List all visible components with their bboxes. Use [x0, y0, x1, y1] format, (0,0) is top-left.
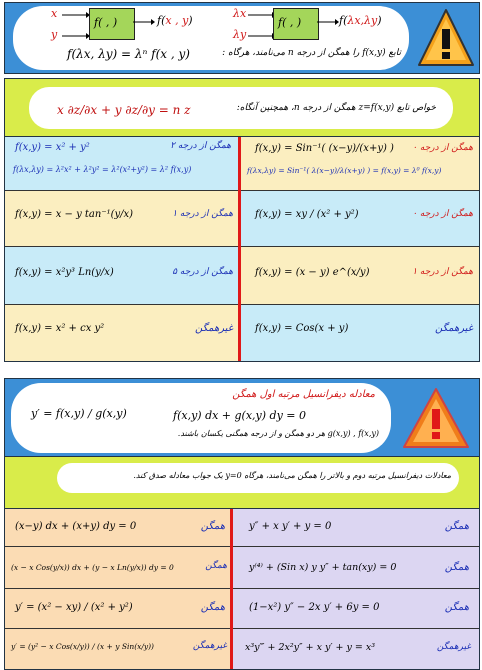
- diag2-input-lx: λx: [233, 7, 247, 20]
- warning-icon: [417, 7, 475, 69]
- t2r1-left-tag: همگن: [200, 521, 225, 532]
- t2r3-right-eq: (1−x²) y″ − 2x y′ + 6y = 0: [249, 602, 380, 613]
- diag-function-box: f( , ): [89, 8, 135, 40]
- t1r1-left-label: همگن از درجه ۲: [170, 141, 231, 151]
- section2-header: [4, 378, 480, 458]
- t1r2-right-label: همگن از درجه ۰: [412, 209, 473, 219]
- t1r3-right-label: همگن از درجه ۱: [412, 267, 473, 277]
- t1r4-right-label: غیرهمگن: [435, 323, 473, 334]
- t2r3-right-tag: همگن: [444, 602, 469, 613]
- t2r2-left-tag: همگن: [205, 561, 227, 571]
- t1r2-left-f1: f(x,y) = x − y tan⁻¹(y/x): [15, 209, 134, 220]
- diag-arrows: [60, 9, 90, 43]
- diag2-input-ly: λy: [233, 28, 247, 41]
- diag-out-arrow: [133, 17, 155, 27]
- euler-formula: x ∂z/∂x + y ∂z/∂y = n z: [57, 103, 191, 117]
- t1r1-right-f2: f(λx,λy) = Sin⁻¹( λ(x−y)/λ(x+y) ) = f(x,y) = λ⁰ f(x,y): [247, 166, 442, 175]
- higher-order-text: معادلات دیفرانسیل مرتبه دوم و بالاتر را همگن می‌نامند، هرگاه y=0 یک جواب معادله صدق کند.: [133, 471, 451, 480]
- definition-text: تابع f(x,y) را همگن از درجه n می‌نامند، هرگاه :: [222, 48, 401, 58]
- t1r3-left-f1: f(x,y) = x²y³ Ln(y/x): [15, 267, 114, 278]
- t2r1-right-eq: y″ + x y′ + y = 0: [249, 521, 332, 532]
- ode-formula-quotient: y′ = f(x,y) / g(x,y): [31, 407, 127, 420]
- t1r1-left-f1: f(x,y) = x² + y²: [15, 142, 90, 153]
- diag2-out-arrow: [317, 17, 339, 27]
- diag2-function-box: f( , ): [273, 8, 319, 40]
- t2r4-right-eq: x³y‴ + 2x²y″ + x y′ + y = x³: [245, 642, 376, 653]
- t1r4-right-f1: f(x,y) = Cos(x + y): [255, 323, 349, 334]
- t1r4-left-label: غیرهمگن: [195, 323, 233, 334]
- t2r4-left-eq: y′ = (y² − x Cos(x/y)) / (x + y Sin(x/y)): [11, 642, 154, 651]
- t1r1-right-label: همگن از درجه ۰: [412, 143, 473, 153]
- t1r1-right-f1: f(x,y) = Sin⁻¹( (x−y)/(x+y) ): [255, 143, 394, 154]
- warning-icon-2: [401, 385, 471, 451]
- section1-header: [4, 2, 480, 74]
- euler-label: خواص تابع z=f(x,y) همگن از درجه n، همچنین آنگاه:: [236, 103, 436, 113]
- t2r2-left-eq: (x − x Cos(y/x)) dx + (y − x Ln(y/x)) dy = 0: [11, 563, 174, 572]
- t1r3-right-f1: f(x,y) = (x − y) e^(x/y): [255, 267, 370, 278]
- diag-input-y: y: [51, 28, 58, 41]
- t2r4-left-tag: غیرهمگن: [192, 641, 227, 651]
- t2r2-right-eq: y⁽⁴⁾ + (Sin x) y y″ + tan(xy) = 0: [249, 562, 397, 573]
- ode-formula-differential: f(x,y) dx + g(x,y) dy = 0: [173, 409, 307, 422]
- definition-formula: f(λx, λy) = λⁿ f(x , y): [67, 47, 190, 61]
- table1-divider: [238, 137, 241, 361]
- t2r4-right-tag: غیرهمگن: [436, 642, 471, 652]
- t1r2-right-f1: f(x,y) = xy / (x² + y²): [255, 209, 359, 220]
- table2-divider: [230, 509, 233, 669]
- t2r2-right-tag: همگن: [444, 562, 469, 573]
- higher-order-band: [4, 456, 480, 510]
- t2r1-left-eq: (x−y) dx + (x+y) dy = 0: [15, 521, 137, 532]
- ode-title: معادله دیفرانسیل مرتبه اول همگن: [232, 389, 375, 400]
- t1r3-left-label: همگن از درجه ۵: [172, 267, 233, 277]
- t2r3-left-eq: y′ = (x² − xy) / (x² + y²): [15, 602, 133, 613]
- t2r1-right-tag: همگن: [444, 521, 469, 532]
- diag2-output: f(λx,λy): [339, 14, 382, 27]
- t2r3-left-tag: همگن: [200, 602, 225, 613]
- diag-output: f(x , y): [157, 14, 193, 27]
- t1r4-left-f1: f(x,y) = x² + cx y²: [15, 323, 105, 334]
- diag2-arrows: [246, 9, 276, 43]
- t1r2-left-label: همگن از درجه ۱: [172, 209, 233, 219]
- diag-input-x: x: [51, 7, 58, 20]
- ode-note: g(x,y) , f(x,y) هر دو همگن و از درجه همگنی یکسان باشند.: [177, 429, 379, 438]
- euler-band: [4, 78, 480, 138]
- ode-examples-table: [4, 508, 480, 670]
- t1r1-left-f2: f(λx,λy) = λ²x² + λ²y² = λ²(x²+y²) = λ² f(x,y): [13, 165, 192, 174]
- homogeneous-examples-table: [4, 136, 480, 362]
